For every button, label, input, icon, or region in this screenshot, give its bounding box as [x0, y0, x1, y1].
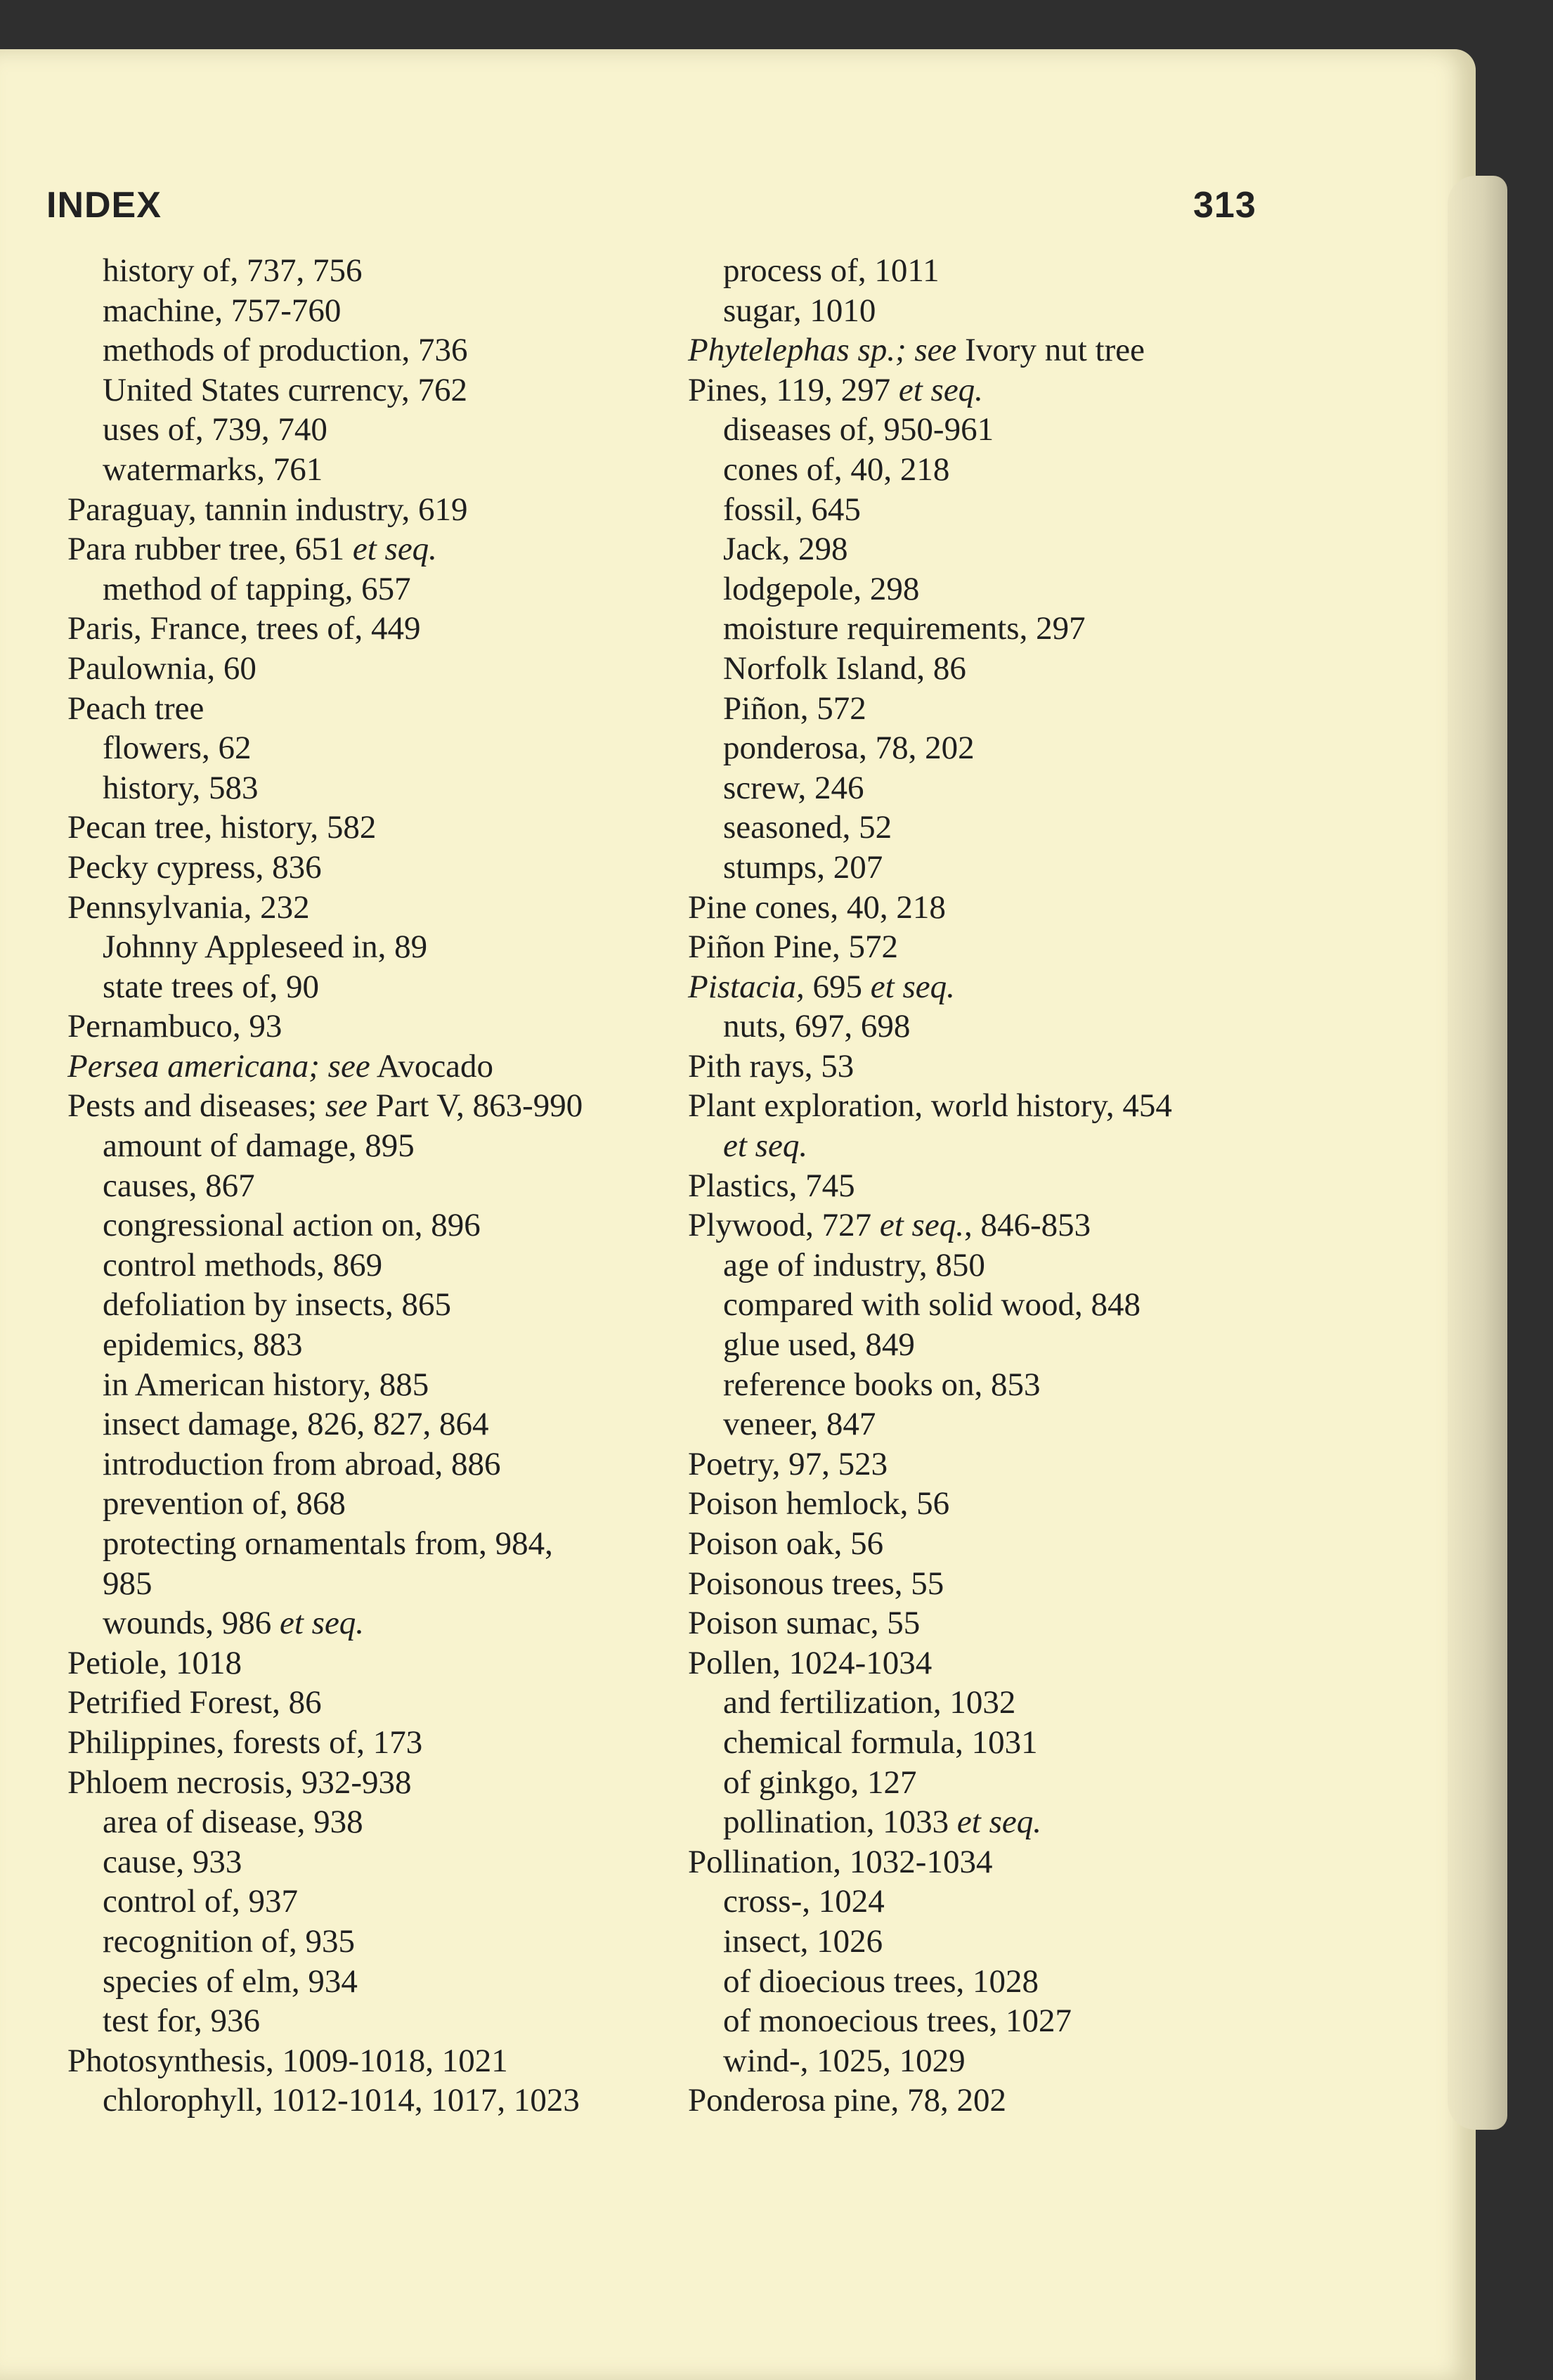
index-subentry: [688, 1325, 1306, 1365]
entry-text: recognition of, 935: [103, 1922, 355, 1960]
entry-text: reference books on, 853: [723, 1366, 1041, 1403]
entry-text: cross-, 1024: [723, 1883, 885, 1920]
entry-text: machine, 757-760: [103, 292, 342, 329]
index-subentry: [67, 1126, 686, 1166]
entry-text: stumps, 207: [723, 848, 883, 886]
index-subentry: [688, 1882, 1306, 1922]
index-subentry: [688, 410, 1306, 450]
index-subentry: [688, 1962, 1306, 2002]
index-entry: [688, 1047, 1306, 1087]
index-entry-continuation: [688, 1126, 1306, 1166]
index-entry: [67, 2041, 686, 2081]
entry-text: veneer, 847: [723, 1406, 876, 1443]
index-subentry: [688, 490, 1306, 530]
entry-text: state trees of, 90: [103, 968, 320, 1005]
index-subentry: [67, 410, 686, 450]
entry-text: Philippines, forests of, 173: [67, 1723, 423, 1761]
index-subentry: [688, 1683, 1306, 1723]
index-subentry: [67, 1922, 686, 1962]
index-entry: [67, 1086, 686, 1126]
index-subentry: [67, 768, 686, 808]
index-entry: [688, 927, 1306, 967]
index-subentry: [67, 1246, 686, 1286]
entry-text: age of industry, 850: [723, 1246, 985, 1283]
index-column-left: [67, 251, 686, 2121]
entry-text: 985: [103, 1565, 152, 1602]
entry-text: Paris, France, trees of, 449: [67, 610, 421, 647]
index-entry: [688, 1166, 1306, 1206]
entry-text: process of, 1011: [723, 252, 940, 289]
entry-text: Pecky cypress, 836: [67, 848, 322, 886]
index-subentry: [688, 1285, 1306, 1325]
entry-text: Poisonous trees, 55: [688, 1565, 944, 1602]
index-subentry: [67, 2081, 686, 2121]
entry-text: introduction from abroad, 886: [103, 1445, 501, 1482]
index-entry: [688, 1842, 1306, 1882]
entry-text: Para rubber tree, 651: [67, 531, 353, 568]
index-subentry: [67, 330, 686, 370]
index-subentry: [67, 1205, 686, 1246]
index-subentry: [688, 1404, 1306, 1444]
index-subentry: [688, 1723, 1306, 1763]
index-subentry: [67, 1802, 686, 1842]
index-subentry: [688, 251, 1306, 291]
entry-text: Pith rays, 53: [688, 1047, 855, 1085]
entry-text: Poetry, 97, 523: [688, 1445, 888, 1482]
italic-text: Persea americana; see: [67, 1047, 370, 1085]
index-subentry: [688, 569, 1306, 609]
index-subentry: [688, 2001, 1306, 2041]
index-entry: [688, 1524, 1306, 1564]
index-subentry: [67, 291, 686, 331]
index-subentry: [688, 689, 1306, 729]
index-subentry: [67, 1603, 686, 1643]
index-subentry: [67, 1444, 686, 1485]
index-subentry: [67, 967, 686, 1007]
entry-text: , 846-853: [963, 1207, 1091, 1244]
entry-text: test for, 936: [103, 2003, 260, 2040]
index-subentry: [688, 609, 1306, 649]
italic-text: et seq.: [352, 531, 437, 568]
index-entry: [67, 689, 686, 729]
index-subentry: [688, 808, 1306, 848]
entry-text: Ponderosa pine, 78, 202: [688, 2082, 1006, 2119]
entry-text: Pecan tree, history, 582: [67, 809, 377, 846]
index-entry: [688, 1603, 1306, 1643]
entry-text: insect, 1026: [723, 1922, 883, 1960]
index-entry: [67, 1763, 686, 1803]
entry-text: history, 583: [103, 769, 259, 806]
entry-text: congressional action on, 896: [103, 1207, 481, 1244]
italic-text: et seq.: [898, 371, 983, 408]
page-edge: [1448, 176, 1507, 2130]
entry-text: Pollination, 1032-1034: [688, 1843, 993, 1880]
index-entry: [67, 609, 686, 649]
italic-text: see: [325, 1087, 368, 1125]
index-subentry: [688, 529, 1306, 569]
entry-text: chlorophyll, 1012-1014, 1017, 1023: [103, 2082, 580, 2119]
entry-text: methods of production, 736: [103, 332, 468, 369]
index-entry: [688, 2081, 1306, 2121]
entry-text: lodgepole, 298: [723, 570, 920, 607]
entry-text: chemical formula, 1031: [723, 1723, 1038, 1761]
entry-text: wounds, 986: [103, 1605, 280, 1642]
index-subentry: [67, 450, 686, 490]
entry-text: Photosynthesis, 1009-1018, 1021: [67, 2042, 508, 2079]
index-subentry: [67, 1484, 686, 1524]
italic-text: Phytelephas sp.; see: [688, 332, 957, 369]
entry-text: compared with solid wood, 848: [723, 1286, 1141, 1324]
index-subentry: [67, 1882, 686, 1922]
entry-text: Ivory nut tree: [956, 332, 1145, 369]
entry-text: ponderosa, 78, 202: [723, 730, 975, 767]
index-entry: [688, 1086, 1306, 1126]
entry-text: Paulownia, 60: [67, 649, 256, 687]
entry-text: Poison hemlock, 56: [688, 1485, 950, 1522]
entry-text: glue used, 849: [723, 1326, 915, 1364]
index-subentry: [67, 1962, 686, 2002]
entry-text: and fertilization, 1032: [723, 1684, 1016, 1721]
entry-text: cause, 933: [103, 1843, 242, 1880]
entry-text: cones of, 40, 218: [723, 451, 950, 488]
index-subentry: [67, 569, 686, 609]
italic-text: Pistacia,: [688, 968, 805, 1005]
entry-text: United States currency, 762: [103, 371, 468, 408]
index-entry: [688, 1643, 1306, 1683]
entry-text: Pennsylvania, 232: [67, 888, 310, 926]
index-entry: [688, 330, 1306, 370]
entry-text: causes, 867: [103, 1167, 255, 1204]
index-subentry: [67, 927, 686, 967]
entry-text: history of, 737, 756: [103, 252, 363, 289]
entry-text: fossil, 645: [723, 491, 861, 528]
running-head-title: INDEX: [46, 185, 162, 226]
entry-text: Pests and diseases;: [67, 1087, 325, 1125]
index-subentry: [67, 1365, 686, 1405]
index-subentry: [688, 649, 1306, 689]
index-subentry: [688, 1246, 1306, 1286]
entry-text: protecting ornamentals from, 984,: [103, 1525, 553, 1562]
entry-text: of dioecious trees, 1028: [723, 1962, 1039, 2000]
entry-text: area of disease, 938: [103, 1804, 363, 1841]
index-entry: [67, 649, 686, 689]
entry-text: species of elm, 934: [103, 1962, 358, 2000]
index-subentry: [688, 450, 1306, 490]
index-subentry: [67, 1524, 686, 1564]
entry-text: watermarks, 761: [103, 451, 323, 488]
entry-text: Piñon, 572: [723, 690, 866, 727]
entry-text: Part V, 863-990: [367, 1087, 583, 1125]
entry-text: screw, 246: [723, 769, 864, 806]
index-entry: [67, 888, 686, 928]
entry-text: control of, 937: [103, 1883, 299, 1920]
entry-text: diseases of, 950-961: [723, 411, 994, 448]
entry-text: Piñon Pine, 572: [688, 929, 899, 966]
index-entry: [67, 1047, 686, 1087]
entry-text: Poison sumac, 55: [688, 1605, 921, 1642]
entry-text: pollination, 1033: [723, 1804, 957, 1841]
index-entry-continuation: [67, 1564, 686, 1604]
index-subentry: [688, 768, 1306, 808]
index-subentry: [67, 728, 686, 768]
entry-text: Phloem necrosis, 932-938: [67, 1764, 412, 1801]
index-entry: [688, 1444, 1306, 1485]
entry-text: nuts, 697, 698: [723, 1008, 911, 1045]
entry-text: of ginkgo, 127: [723, 1764, 917, 1801]
index-subentry: [688, 1365, 1306, 1405]
entry-text: flowers, 62: [103, 730, 252, 767]
index-column-right: [688, 251, 1306, 2121]
italic-text: et seq.: [723, 1127, 808, 1165]
entry-text: in American history, 885: [103, 1366, 429, 1403]
entry-text: epidemics, 883: [103, 1326, 303, 1364]
entry-text: 695: [804, 968, 871, 1005]
index-subentry: [688, 1922, 1306, 1962]
index-subentry: [688, 1763, 1306, 1803]
italic-text: et seq.: [879, 1207, 964, 1244]
index-subentry: [688, 848, 1306, 888]
index-entry: [67, 1683, 686, 1723]
page-number: 313: [1193, 185, 1256, 226]
entry-text: amount of damage, 895: [103, 1127, 415, 1165]
index-entry: [688, 1205, 1306, 1246]
index-subentry: [688, 728, 1306, 768]
entry-text: control methods, 869: [103, 1246, 383, 1283]
entry-text: Jack, 298: [723, 531, 848, 568]
entry-text: Pines, 119, 297: [688, 371, 899, 408]
index-subentry: [688, 291, 1306, 331]
italic-text: et seq.: [870, 968, 955, 1005]
index-subentry: [67, 370, 686, 410]
entry-text: Petiole, 1018: [67, 1644, 242, 1681]
index-entry: [688, 888, 1306, 928]
index-entry: [67, 490, 686, 530]
entry-text: Petrified Forest, 86: [67, 1684, 322, 1721]
index-entry: [67, 1007, 686, 1047]
italic-text: et seq.: [956, 1804, 1041, 1841]
entry-text: Poison oak, 56: [688, 1525, 884, 1562]
entry-text: Peach tree: [67, 690, 204, 727]
index-subentry: [688, 2041, 1306, 2081]
index-entry: [67, 1643, 686, 1683]
entry-text: wind-, 1025, 1029: [723, 2042, 966, 2079]
entry-text: uses of, 739, 740: [103, 411, 327, 448]
entry-text: method of tapping, 657: [103, 570, 411, 607]
index-subentry: [67, 251, 686, 291]
entry-text: Paraguay, tannin industry, 619: [67, 491, 468, 528]
entry-text: insect damage, 826, 827, 864: [103, 1406, 489, 1443]
index-entry: [67, 808, 686, 848]
entry-text: defoliation by insects, 865: [103, 1286, 452, 1324]
index-entry: [67, 848, 686, 888]
entry-text: Plant exploration, world history, 454: [688, 1087, 1172, 1125]
entry-text: Plastics, 745: [688, 1167, 855, 1204]
index-subentry: [688, 1802, 1306, 1842]
entry-text: of monoecious trees, 1027: [723, 2003, 1072, 2040]
entry-text: Norfolk Island, 86: [723, 649, 966, 687]
index-entry: [67, 1723, 686, 1763]
entry-text: Pine cones, 40, 218: [688, 888, 946, 926]
index-subentry: [67, 1842, 686, 1882]
entry-text: prevention of, 868: [103, 1485, 346, 1522]
entry-text: Johnny Appleseed in, 89: [103, 929, 428, 966]
index-entry: [688, 370, 1306, 410]
entry-text: seasoned, 52: [723, 809, 892, 846]
index-subentry: [67, 1285, 686, 1325]
entry-text: Avocado: [370, 1047, 494, 1085]
index-subentry: [688, 1007, 1306, 1047]
index-subentry: [67, 2001, 686, 2041]
index-entry: [688, 967, 1306, 1007]
index-subentry: [67, 1166, 686, 1206]
entry-text: Pollen, 1024-1034: [688, 1644, 933, 1681]
entry-text: moisture requirements, 297: [723, 610, 1086, 647]
entry-text: sugar, 1010: [723, 292, 876, 329]
index-subentry: [67, 1404, 686, 1444]
index-entry: [688, 1564, 1306, 1604]
italic-text: et seq.: [279, 1605, 365, 1642]
entry-text: Pernambuco, 93: [67, 1008, 282, 1045]
index-subentry: [67, 1325, 686, 1365]
entry-text: Plywood, 727: [688, 1207, 880, 1244]
index-entry: [67, 529, 686, 569]
index-entry: [688, 1484, 1306, 1524]
